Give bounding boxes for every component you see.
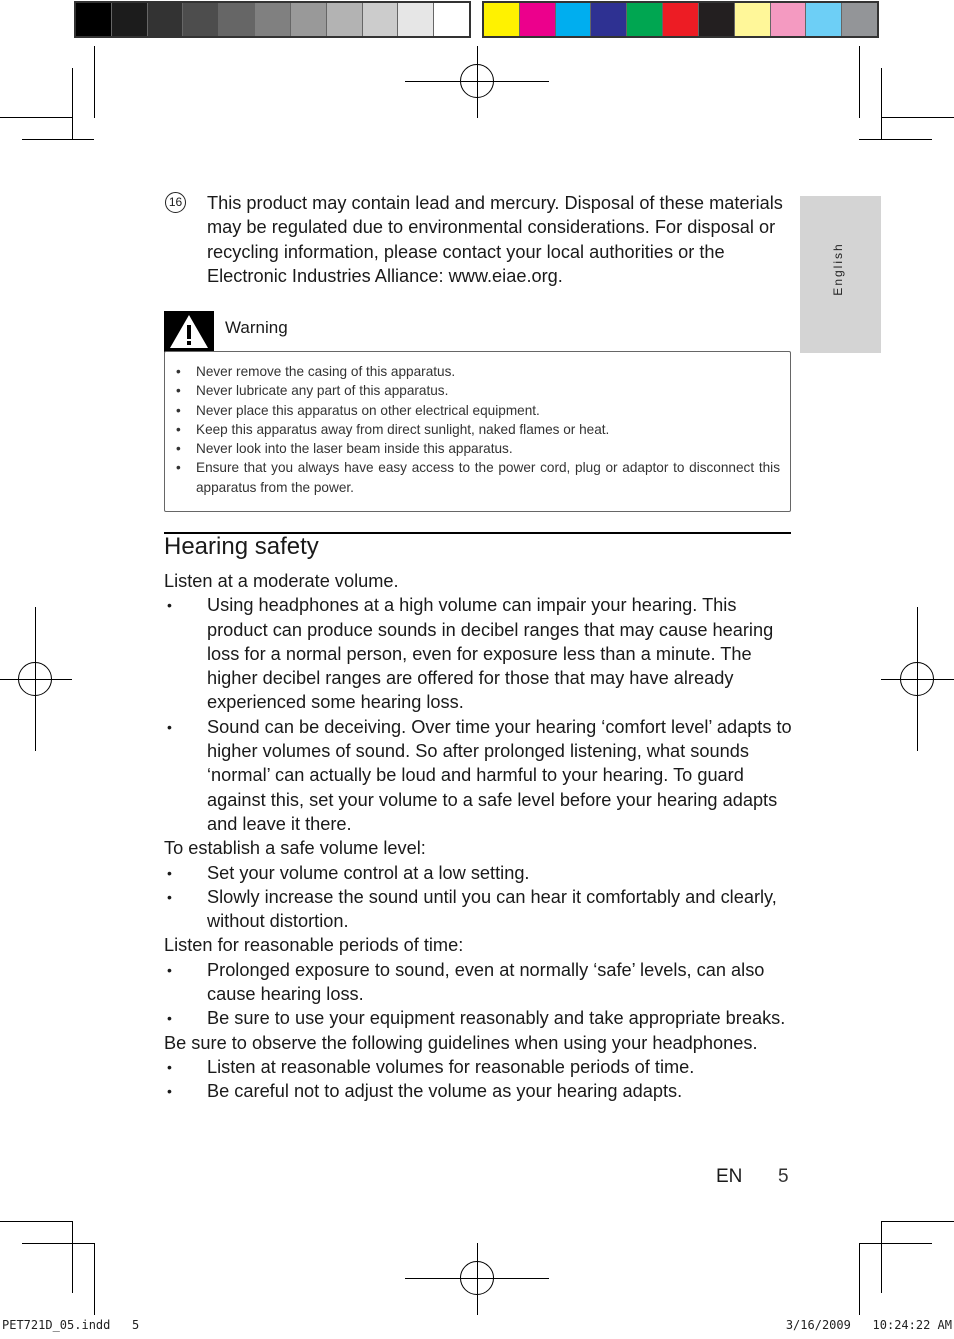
hearing-safety-content — [164, 569, 794, 1104]
language-side-tab — [800, 196, 881, 353]
crop-mark — [0, 1221, 72, 1222]
warning-triangle-icon — [164, 311, 214, 352]
color-swatch — [484, 3, 520, 36]
warning-item: • Never place this apparatus on other electrical equipment. — [176, 401, 780, 420]
list-item: • Prolonged exposure to sound, even at normally ‘safe’ levels, can also cause hearing loss. — [164, 958, 794, 1007]
crop-mark — [94, 1243, 95, 1315]
warning-header-block — [164, 311, 214, 352]
bullet-list — [164, 1055, 794, 1104]
crop-mark — [881, 68, 882, 140]
slug-filename: PET721D_05.indd 5 — [2, 1318, 140, 1332]
subheading: Listen for reasonable periods of time: — [164, 935, 464, 956]
page-number: 5 — [778, 1166, 789, 1187]
warning-list — [176, 362, 780, 497]
language-code: EN — [716, 1166, 743, 1187]
section-heading: Hearing safety — [164, 533, 319, 560]
list-item: • Using headphones at a high volume can impair your hearing. This product can produce sounds in decibel ranges that may cause hearing loss for a normal person, even for exposure less than a minute. The higher decibel ranges are offered for those that may have already experienced some hearing loss. — [164, 593, 794, 714]
process-color-bar — [482, 1, 879, 38]
disposal-notice: This product may contain lead and mercury. Disposal of these materials may be regulated due to environmental considerations. For disposal or recycling information, please contact your local authorities or the Electronic Industries Alliance: www.eiae.org. — [207, 193, 783, 287]
color-swatch — [434, 3, 469, 36]
color-swatch — [591, 3, 627, 36]
crop-mark — [859, 1243, 860, 1315]
color-swatch — [735, 3, 771, 36]
color-swatch — [327, 3, 363, 36]
crop-mark — [0, 117, 72, 118]
crop-mark — [881, 1221, 954, 1222]
list-item: • Slowly increase the sound until you can hear it comfortably and clearly, without distortion. — [164, 885, 794, 934]
crop-mark — [72, 68, 73, 140]
color-swatch — [112, 3, 148, 36]
subheading: Be sure to observe the following guidelines when using your headphones. — [164, 1032, 758, 1053]
color-swatch — [627, 3, 663, 36]
crop-mark — [22, 1243, 94, 1244]
color-swatch — [255, 3, 291, 36]
item-number-badge: 16 — [165, 192, 186, 213]
warning-item: • Never lubricate any part of this apparatus. — [176, 381, 780, 400]
warning-item: • Keep this apparatus away from direct sunlight, naked flames or heat. — [176, 420, 780, 439]
crop-mark — [94, 46, 95, 118]
list-item: • Sound can be deceiving. Over time your hearing ‘comfort level’ adapts to higher volumes of sound. So after prolonged listening, what sounds ‘normal’ can actually be loud and harmful to your hearing. To guard against this, set your volume to a safe level before your hearing adapts and leave it there. — [164, 715, 794, 836]
color-swatch — [771, 3, 807, 36]
color-swatch — [520, 3, 556, 36]
list-item: • Set your volume control at a low setting. — [164, 861, 794, 885]
bullet-list — [164, 861, 794, 934]
color-swatch — [556, 3, 592, 36]
warning-item: • Never look into the laser beam inside this apparatus. — [176, 439, 780, 458]
color-swatch — [398, 3, 434, 36]
color-swatch — [699, 3, 735, 36]
crop-mark — [859, 1243, 932, 1244]
list-item: • Be careful not to adjust the volume as your hearing adapts. — [164, 1079, 794, 1103]
color-swatch — [148, 3, 184, 36]
warning-item: • Ensure that you always have easy access to the power cord, plug or adaptor to disconnect this apparatus from the power. — [176, 458, 780, 497]
bullet-list — [164, 593, 794, 836]
crop-mark — [881, 1221, 882, 1293]
list-item: • Be sure to use your equipment reasonably and take appropriate breaks. — [164, 1006, 794, 1030]
color-swatch — [842, 3, 877, 36]
color-swatch — [806, 3, 842, 36]
crop-mark — [881, 117, 954, 118]
color-swatch — [291, 3, 327, 36]
crop-mark — [859, 139, 932, 140]
slug-timestamp: 3/16/2009 10:24:22 AM — [785, 1318, 952, 1332]
color-swatch — [219, 3, 255, 36]
subheading: To establish a safe volume level: — [164, 838, 426, 859]
registration-circle — [460, 1261, 494, 1295]
warning-item: • Never remove the casing of this apparatus. — [176, 362, 780, 381]
crop-mark — [22, 139, 94, 140]
crop-mark — [859, 46, 860, 118]
subheading: Listen at a moderate volume. — [164, 571, 399, 591]
color-swatch — [183, 3, 219, 36]
color-swatch — [363, 3, 399, 36]
language-tab-label: English — [831, 242, 845, 296]
registration-circle — [460, 64, 494, 98]
color-swatch — [76, 3, 112, 36]
crop-mark — [72, 1221, 73, 1293]
bullet-list — [164, 958, 794, 1031]
registration-circle — [18, 662, 52, 696]
grayscale-color-bar — [74, 1, 471, 38]
registration-circle — [900, 662, 934, 696]
warning-title: Warning — [225, 318, 288, 337]
color-swatch — [663, 3, 699, 36]
list-item: • Listen at reasonable volumes for reasonable periods of time. — [164, 1055, 794, 1079]
